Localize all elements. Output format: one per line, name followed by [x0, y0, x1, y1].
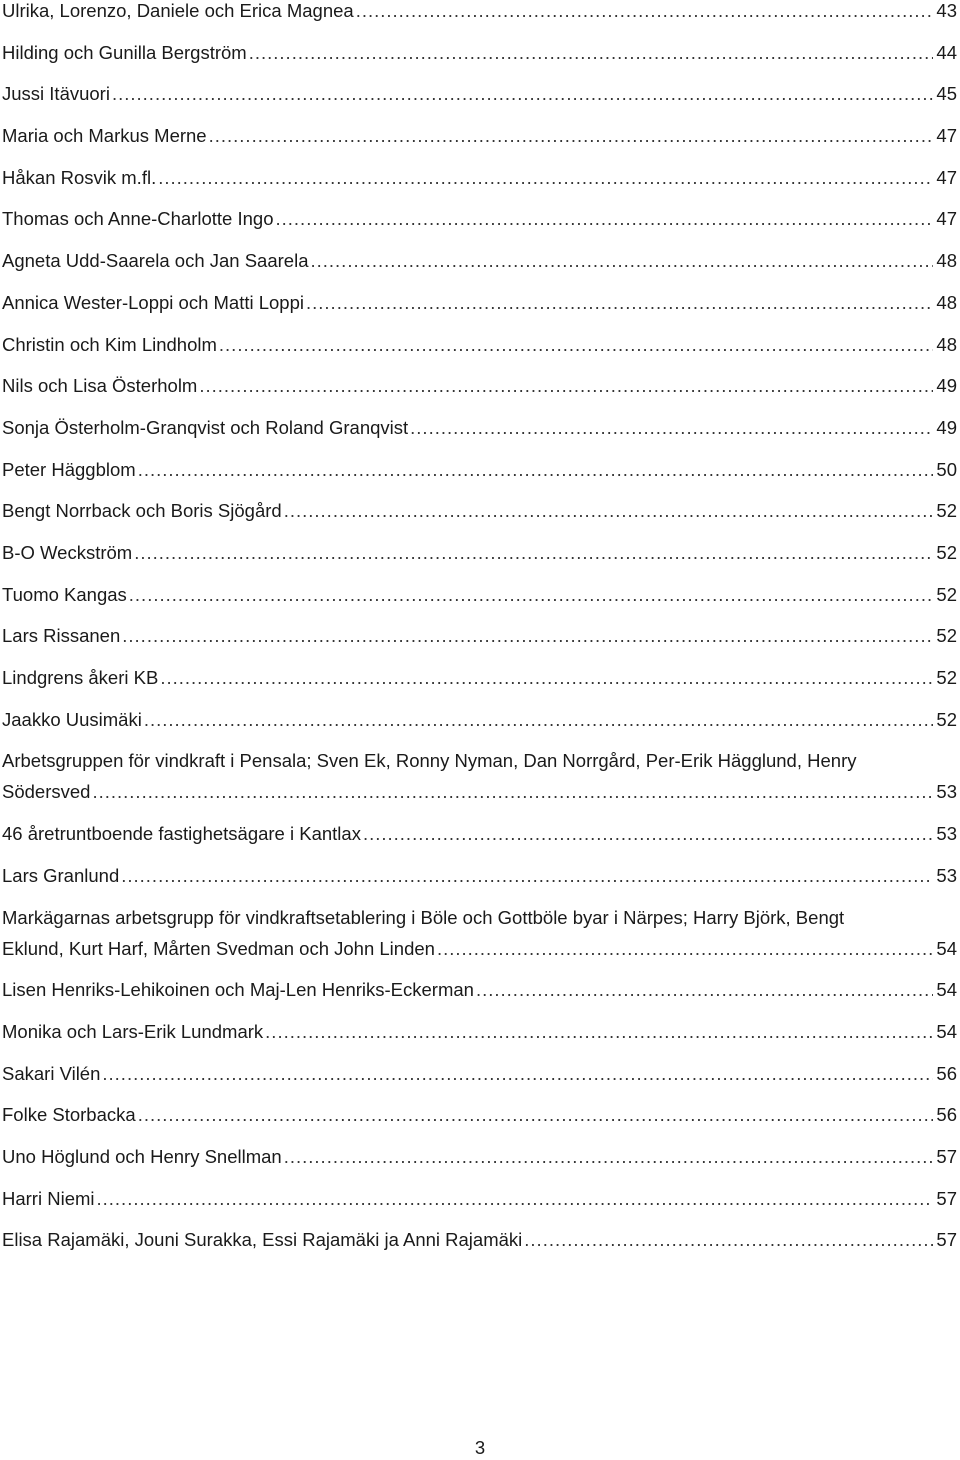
toc-entry-page: 52	[936, 500, 957, 522]
toc-entry-page: 52	[936, 541, 957, 563]
toc-entry-page: 57	[936, 1146, 957, 1168]
dot-leader	[410, 417, 933, 443]
dot-leader	[129, 584, 933, 610]
dot-leader	[121, 865, 933, 891]
dot-leader	[209, 125, 933, 151]
toc-entry-page: 54	[936, 937, 957, 959]
toc-entry-title: Peter Häggblom	[2, 458, 136, 480]
toc-entry[interactable]	[2, 1146, 957, 1188]
toc-entry[interactable]	[2, 1021, 957, 1063]
toc-entry[interactable]	[2, 1063, 957, 1105]
toc-entry-page: 56	[936, 1104, 957, 1126]
toc-entry[interactable]	[2, 1188, 957, 1230]
dot-leader	[112, 83, 933, 109]
toc-entry[interactable]	[2, 125, 957, 167]
toc-entry[interactable]	[2, 334, 957, 376]
toc-entry-title: Harri Niemi	[2, 1187, 95, 1209]
toc-entry[interactable]	[2, 542, 957, 584]
toc-entry-page: 53	[936, 823, 957, 845]
toc-entry-page: 52	[936, 667, 957, 688]
toc-entry-title: Södersved	[2, 781, 91, 803]
dot-leader	[476, 979, 933, 1005]
toc-entry-title: Lisen Henriks-Lehikoinen och Maj-Len Henriks-Eckerman	[2, 979, 474, 1001]
dot-leader	[122, 625, 933, 651]
toc-entry[interactable]	[2, 42, 957, 84]
dot-leader	[97, 1188, 934, 1214]
toc-entry-title: Jussi Itävuori	[2, 83, 110, 105]
toc-entry[interactable]	[2, 709, 957, 751]
toc-entry[interactable]	[2, 375, 957, 417]
toc-entry-page: 52	[936, 708, 957, 730]
toc-entry-page: 53	[936, 781, 957, 803]
toc-entry-page: 44	[936, 41, 957, 63]
toc-entry-page: 45	[936, 83, 957, 105]
dot-leader	[199, 375, 933, 401]
toc-entry-title-line1: Markägarnas arbetsgrupp för vindkraftsetablering i Böle och Gottböle byar i Närpes; Harry Björk, Bengt	[2, 906, 845, 928]
toc-entry-title: Eklund, Kurt Harf, Mårten Svedman och John Linden	[2, 937, 435, 959]
dot-leader	[102, 1063, 933, 1089]
toc-entry-page: 52	[936, 625, 957, 647]
toc-entry[interactable]	[2, 823, 957, 865]
toc-entry-title: Folke Storbacka	[2, 1104, 136, 1126]
toc-entry[interactable]	[2, 625, 957, 667]
toc-entry-page: 49	[936, 416, 957, 438]
page-number: 3	[474, 1437, 486, 1458]
toc-entry[interactable]	[2, 584, 957, 626]
toc-entry-title-line1: Arbetsgruppen för vindkraft i Pensala; Sven Ek, Ronny Nyman, Dan Norrgård, Per-Erik Hägglund, Henry	[2, 750, 857, 772]
toc-entry-page: 54	[936, 1021, 957, 1043]
toc-entry-title: Christin och Kim Lindholm	[2, 333, 217, 355]
toc-entry-page: 43	[936, 0, 957, 21]
toc-entry[interactable]	[2, 667, 957, 709]
toc-entry-title: Nils och Lisa Österholm	[2, 375, 198, 397]
dot-leader	[310, 250, 933, 276]
toc-entry-title: Maria och Markus Merne	[2, 125, 207, 147]
toc-entry-page: 47	[936, 208, 957, 230]
toc-entry-page: 52	[936, 583, 957, 605]
toc-entry[interactable]	[2, 979, 957, 1021]
toc-entry[interactable]	[2, 250, 957, 292]
table-of-contents	[2, 0, 957, 1271]
dot-leader	[265, 1021, 933, 1047]
toc-entry[interactable]	[2, 865, 957, 907]
toc-entry[interactable]	[2, 292, 957, 334]
dot-leader	[134, 542, 933, 568]
toc-entry[interactable]	[2, 83, 957, 125]
dot-leader	[138, 459, 933, 485]
toc-entry-page: 57	[936, 1229, 957, 1251]
toc-entry[interactable]	[2, 0, 957, 42]
toc-entry-page: 57	[936, 1187, 957, 1209]
toc-entry-title: 46 åretruntboende fastighetsägare i Kantlax	[2, 823, 361, 845]
toc-entry[interactable]	[2, 1104, 957, 1146]
dot-leader	[144, 709, 933, 735]
toc-entry-title: Lars Rissanen	[2, 625, 121, 647]
dot-leader	[160, 667, 933, 693]
toc-entry-title: Monika och Lars-Erik Lundmark	[2, 1021, 264, 1043]
toc-entry-title: Thomas och Anne-Charlotte Ingo	[2, 208, 274, 230]
toc-entry-page: 49	[936, 375, 957, 397]
toc-entry-title: Hilding och Gunilla Bergström	[2, 41, 247, 63]
dot-leader	[276, 208, 934, 234]
toc-entry-title: Agneta Udd-Saarela och Jan Saarela	[2, 250, 309, 272]
toc-entry-title: Tuomo Kangas	[2, 583, 127, 605]
dot-leader	[524, 1229, 933, 1255]
toc-entry[interactable]	[2, 1229, 957, 1271]
dot-leader	[356, 0, 933, 26]
toc-entry-title: Elisa Rajamäki, Jouni Surakka, Essi Rajamäki ja Anni Rajamäki	[2, 1229, 523, 1251]
toc-entry-page: 50	[936, 458, 957, 480]
toc-entry-page: 48	[936, 291, 957, 313]
toc-entry-page: 53	[936, 864, 957, 886]
dot-leader	[138, 1104, 933, 1130]
dot-leader	[284, 1146, 933, 1172]
toc-entry-title: Lindgrens åkeri KB	[2, 667, 159, 688]
toc-entry-page: 47	[936, 125, 957, 147]
toc-entry[interactable]	[2, 417, 957, 459]
toc-entry-page: 54	[936, 979, 957, 1001]
toc-entry-title: Uno Höglund och Henry Snellman	[2, 1146, 282, 1168]
dot-leader	[158, 167, 933, 193]
toc-entry-title: Håkan Rosvik m.fl.	[2, 166, 157, 188]
dot-leader	[306, 292, 933, 318]
dot-leader	[92, 776, 933, 807]
toc-entry-title: B-O Weckström	[2, 541, 133, 563]
toc-entry[interactable]	[2, 208, 957, 250]
dot-leader	[249, 42, 933, 68]
toc-entry-title: Bengt Norrback och Boris Sjögård	[2, 500, 282, 522]
toc-entry[interactable]	[2, 167, 957, 209]
toc-entry-title: Ulrika, Lorenzo, Daniele och Erica Magnea	[2, 0, 354, 21]
dot-leader	[219, 334, 933, 360]
toc-entry-page: 47	[936, 166, 957, 188]
toc-entry-title: Jaakko Uusimäki	[2, 708, 142, 730]
dot-leader	[437, 933, 933, 964]
toc-entry-title: Sakari Vilén	[2, 1062, 101, 1084]
toc-entry[interactable]	[2, 500, 957, 542]
dot-leader	[284, 500, 933, 526]
toc-entry-page: 56	[936, 1062, 957, 1084]
toc-entry[interactable]	[2, 459, 957, 501]
toc-entry[interactable]	[2, 750, 957, 823]
toc-entry-title: Sonja Österholm-Granqvist och Roland Granqvist	[2, 416, 409, 438]
toc-entry-title: Annica Wester-Loppi och Matti Loppi	[2, 291, 304, 313]
dot-leader	[363, 823, 933, 849]
toc-entry-title: Lars Granlund	[2, 864, 120, 886]
toc-entry-page: 48	[936, 333, 957, 355]
toc-entry[interactable]	[2, 907, 957, 980]
toc-entry-page: 48	[936, 250, 957, 272]
